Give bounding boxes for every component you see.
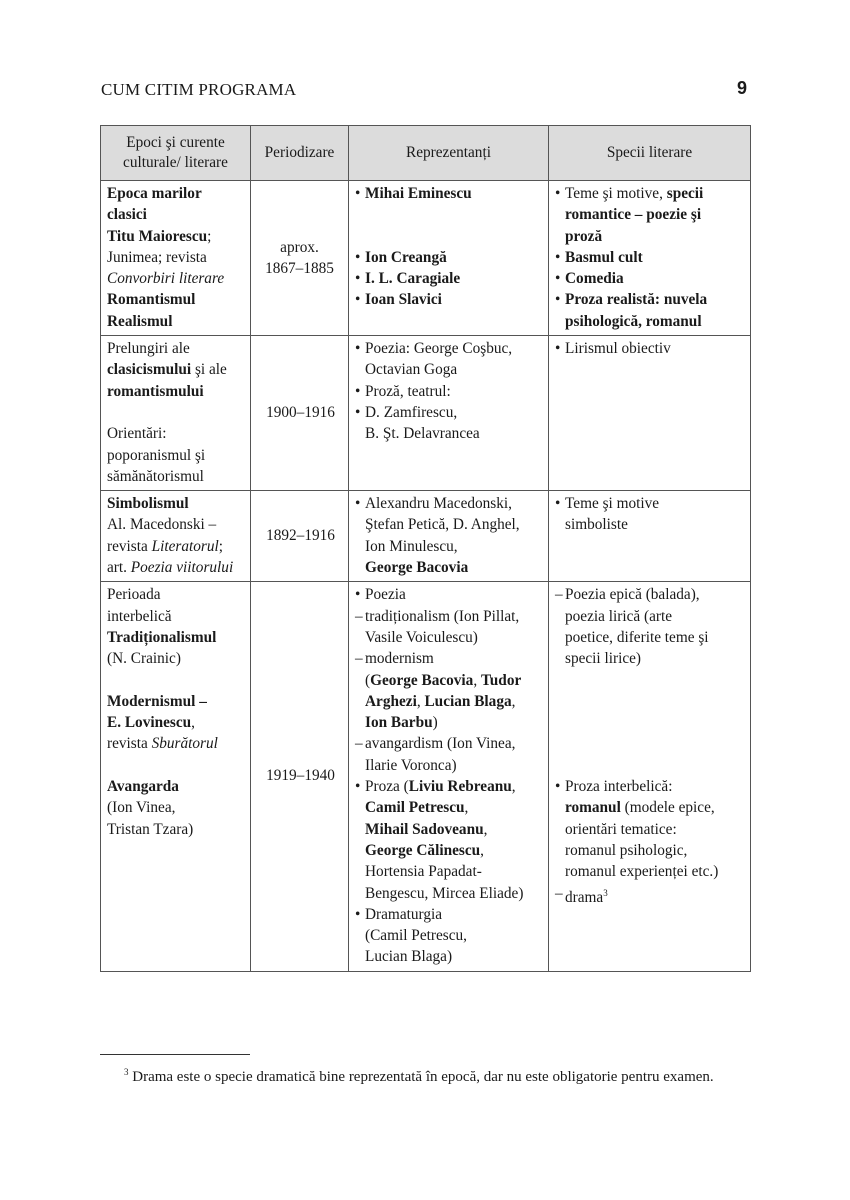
text-segment: proză (565, 227, 603, 245)
cell-line (107, 584, 246, 605)
cell-line (555, 755, 746, 776)
cell-line (107, 445, 246, 466)
text-segment: Tristan Tzara) (107, 820, 194, 838)
indent (555, 819, 565, 840)
indent (355, 423, 365, 444)
bullet-icon: • (555, 270, 561, 288)
text-segment: Ilarie Voronca) (365, 756, 457, 774)
bullet-icon: • (555, 340, 561, 358)
text-segment: ; (218, 537, 224, 555)
cell-line (355, 797, 544, 818)
cell-line (355, 627, 544, 648)
bullet-icon: • (355, 248, 361, 266)
text-segment: Junimea; revista (107, 248, 207, 266)
representatives-cell (349, 582, 549, 971)
bullet-icon: • (355, 586, 361, 604)
cell-line (355, 776, 544, 797)
representatives-cell (349, 491, 549, 582)
cell-line (107, 691, 246, 712)
text-segment: Simbolismul (107, 495, 189, 513)
text-segment: Ştefan Petică, D. Anghel, (365, 516, 520, 534)
cell-line (355, 584, 544, 605)
text-segment: romanul psihologic, (565, 841, 688, 859)
text-segment: art. (107, 559, 131, 577)
cell-line (355, 268, 544, 289)
text-segment: George Bacovia (365, 559, 469, 577)
text-segment: ; (207, 227, 212, 245)
text-segment: Bengescu, Mircea Eliade) (365, 884, 524, 902)
cell-line (107, 627, 246, 648)
text-segment: ( (365, 671, 371, 689)
cell-line (107, 289, 246, 310)
indent (355, 861, 365, 882)
indent (355, 691, 365, 712)
cell-line (107, 733, 246, 754)
cell-line (355, 670, 544, 691)
cell-line (555, 311, 746, 332)
text-segment: Proza realistă: nuvela (565, 291, 708, 309)
cell-line (107, 359, 246, 380)
genres-cell (549, 336, 751, 491)
bullet-icon: • (355, 270, 361, 288)
indent (355, 536, 365, 557)
indent (355, 883, 365, 904)
cell-line (555, 861, 746, 882)
text-segment: clasici (107, 206, 147, 224)
cell-line (555, 670, 746, 691)
genres-cell (549, 582, 751, 971)
cell-line (355, 691, 544, 712)
cell-line (355, 338, 544, 359)
cell-line (355, 423, 544, 444)
text-segment: Liviu Rebreanu (408, 778, 512, 796)
dash-marker: – (555, 884, 563, 902)
cell-line (355, 359, 544, 380)
indent (555, 840, 565, 861)
cell-line (355, 226, 544, 247)
cell-line (107, 648, 246, 669)
text-segment: Mihail Sadoveanu (365, 820, 484, 838)
text-segment: George Călinescu (365, 841, 481, 859)
cell-line (555, 514, 746, 535)
cell-line (555, 247, 746, 268)
cell-line (555, 338, 746, 359)
text-segment: Al. Macedonski – (107, 516, 217, 534)
text-segment: Sburătorul (151, 735, 218, 753)
cell-line (355, 514, 544, 535)
dash-marker: – (355, 607, 363, 625)
cell-line (107, 204, 246, 225)
dash-marker: – (355, 735, 363, 753)
text-segment: I. L. Caragiale (365, 270, 461, 288)
text-segment: (Ion Vinea, (107, 799, 176, 817)
text-segment: romanul experienței etc.) (565, 863, 719, 881)
text-segment: Lucian Blaga (424, 692, 512, 710)
text-segment: Poezia epică (balada), (565, 586, 700, 604)
indent (555, 861, 565, 882)
cell-line (555, 691, 746, 712)
text-segment: , (473, 671, 481, 689)
literary-periods-table (100, 125, 751, 972)
cell-line (555, 648, 746, 669)
text-segment: 3 (603, 887, 608, 898)
running-title: CUM CITIM PROGRAMA (101, 80, 297, 99)
table-header-row (101, 126, 751, 181)
page-number: 9 (737, 78, 748, 98)
text-segment: Proză, teatrul: (365, 382, 451, 400)
indent (355, 946, 365, 967)
text-segment: interbelică (107, 607, 172, 625)
text-segment: şi ale (191, 361, 227, 379)
header-epochs: Epoci şi curente culturale/ literare (101, 126, 251, 181)
header-genres: Specii literare (549, 126, 751, 181)
bullet-icon: • (555, 248, 561, 266)
cell-line (355, 904, 544, 925)
representatives-cell (349, 336, 549, 491)
text-segment: Realismul (107, 312, 173, 330)
bullet-icon: • (355, 185, 361, 202)
cell-line (355, 204, 544, 225)
text-segment: , (464, 799, 469, 817)
cell-line (355, 712, 544, 733)
text-segment: Tudor (481, 671, 522, 689)
period-cell: 1900–1916 (251, 336, 349, 491)
cell-line (355, 946, 544, 967)
cell-line (355, 183, 544, 204)
cell-line (555, 883, 746, 908)
indent (355, 514, 365, 535)
cell-line (355, 493, 544, 514)
text-segment: Tradiționalismul (107, 628, 217, 646)
period-cell: 1892–1916 (251, 491, 349, 582)
footnote-text: Drama este o specie dramatică bine reprezentată în epocă, dar nu este obligatorie pentru examen. (132, 1069, 714, 1085)
genres-cell (549, 491, 751, 582)
period-cell: aprox. 1867–1885 (251, 181, 349, 336)
cell-line (107, 423, 246, 444)
text-segment: Basmul cult (565, 248, 643, 266)
text-segment: Romantismul (107, 291, 196, 309)
cell-line (107, 381, 246, 402)
text-segment: simboliste (565, 516, 628, 534)
dash-marker: – (355, 650, 363, 668)
cell-line (355, 402, 544, 423)
bullet-icon: • (355, 291, 361, 309)
indent (355, 670, 365, 691)
footnote (100, 1062, 752, 1088)
cell-line (555, 819, 746, 840)
text-segment: psihologică, romanul (565, 312, 702, 330)
table-row (101, 336, 751, 491)
text-segment: specii lirice) (565, 650, 642, 668)
representatives-cell (349, 181, 549, 336)
bullet-icon: • (355, 340, 361, 358)
cell-line (107, 606, 246, 627)
text-segment: Poezia viitorului (130, 559, 234, 577)
indent (555, 606, 565, 627)
text-segment: Alexandru Macedonski, (365, 495, 512, 513)
text-segment: poporanismul şi (107, 446, 206, 464)
indent (355, 359, 365, 380)
epoch-cell (101, 336, 251, 491)
indent (555, 514, 565, 535)
cell-line (107, 776, 246, 797)
text-segment: revista (107, 537, 152, 555)
genres-cell (549, 181, 751, 336)
indent (555, 797, 565, 818)
text-segment: modernism (365, 650, 434, 668)
indent (355, 755, 365, 776)
table-row (101, 491, 751, 582)
cell-line (555, 183, 746, 204)
cell-line (555, 268, 746, 289)
text-segment: clasicismului (107, 361, 192, 379)
cell-line (555, 606, 746, 627)
indent (355, 840, 365, 861)
indent (555, 648, 565, 669)
cell-line (355, 606, 544, 627)
text-segment: Avangarda (107, 778, 179, 796)
cell-line (355, 861, 544, 882)
cell-line (555, 840, 746, 861)
bullet-icon: • (555, 185, 561, 202)
cell-line (555, 712, 746, 733)
cell-line (355, 819, 544, 840)
period-cell: 1919–1940 (251, 582, 349, 971)
text-segment: Titu Maiorescu (107, 227, 208, 245)
cell-line (107, 819, 246, 840)
text-segment: Ioan Slavici (365, 291, 442, 309)
text-segment: Octavian Goga (365, 361, 458, 379)
text-segment: B. Şt. Delavrancea (365, 425, 480, 443)
text-segment: drama (565, 888, 604, 906)
cell-line (107, 493, 246, 514)
text-segment: , (511, 692, 516, 710)
cell-line (555, 733, 746, 754)
text-segment: (Camil Petrescu, (365, 927, 467, 945)
cell-line (107, 311, 246, 332)
text-segment: Proza interbelică: (565, 778, 673, 796)
epoch-cell (101, 491, 251, 582)
cell-line (107, 755, 246, 776)
cell-line (107, 712, 246, 733)
bullet-icon: • (355, 403, 361, 421)
text-segment: Mihai Eminescu (365, 185, 472, 202)
cell-line (555, 627, 746, 648)
dash-marker: – (555, 586, 563, 604)
text-segment: poezia lirică (arte (565, 607, 673, 625)
cell-line (355, 247, 544, 268)
header-period: Periodizare (251, 126, 349, 181)
cell-line (355, 289, 544, 310)
cell-line (555, 493, 746, 514)
text-segment: , (511, 778, 516, 796)
text-segment: Hortensia Papadat- (365, 863, 482, 881)
bullet-icon: • (355, 495, 361, 513)
cell-line (107, 268, 246, 289)
text-segment: , (191, 714, 195, 732)
text-segment: , (416, 692, 425, 710)
cell-line (355, 925, 544, 946)
cell-line (107, 466, 246, 487)
text-segment: Epoca marilor (107, 185, 202, 202)
text-segment: D. Zamfirescu, (365, 403, 458, 421)
cell-line (355, 381, 544, 402)
cell-line (355, 840, 544, 861)
text-segment: Arghezi (365, 692, 417, 710)
cell-line (355, 536, 544, 557)
cell-line (107, 536, 246, 557)
text-segment: Orientări: (107, 425, 167, 443)
cell-line (355, 883, 544, 904)
cell-line (555, 226, 746, 247)
table-row (101, 582, 751, 971)
text-segment: specii (666, 185, 704, 202)
cell-line (107, 402, 246, 423)
text-segment: , (480, 841, 484, 859)
text-segment: Dramaturgia (365, 905, 443, 923)
indent (555, 311, 565, 332)
bullet-icon: • (355, 382, 361, 400)
bullet-icon: • (555, 778, 561, 796)
text-segment: Ion Minulescu, (365, 537, 458, 555)
text-segment: avangardism (Ion Vinea, (365, 735, 516, 753)
text-segment: romanul (565, 799, 621, 817)
bullet-icon: • (555, 291, 561, 309)
text-segment: poetice, diferite teme şi (565, 628, 709, 646)
text-segment: sămănătorismul (107, 467, 204, 485)
footnote-number: 3 (124, 1067, 129, 1077)
indent (355, 925, 365, 946)
text-segment: Vasile Voiculescu) (365, 628, 478, 646)
cell-line (555, 289, 746, 310)
cell-line (107, 183, 246, 204)
text-segment: Lirismul obiectiv (565, 340, 671, 358)
text-segment: ) (432, 714, 438, 732)
text-segment: romantismului (107, 382, 204, 400)
text-segment: Ion Creangă (365, 248, 447, 266)
text-segment: Perioada (107, 586, 161, 604)
text-segment: , (483, 820, 488, 838)
cell-line (107, 226, 246, 247)
table-row (101, 181, 751, 336)
cell-line (555, 584, 746, 605)
header-representatives: Reprezentanți (349, 126, 549, 181)
text-segment: Ion Barbu (365, 714, 433, 732)
cell-line (355, 755, 544, 776)
text-segment: George Bacovia (370, 671, 474, 689)
cell-line (555, 204, 746, 225)
text-segment: (modele epice, (620, 799, 715, 817)
text-segment: Poezia (365, 586, 406, 604)
cell-line (107, 514, 246, 535)
footnote-divider (100, 1054, 250, 1055)
text-segment: Teme şi motive, (565, 185, 667, 202)
cell-line (555, 776, 746, 797)
text-segment: Teme şi motive (565, 495, 660, 513)
text-segment: Literatorul (151, 537, 219, 555)
text-segment: Comedia (565, 270, 624, 288)
cell-line (107, 797, 246, 818)
text-segment: (N. Crainic) (107, 650, 181, 668)
text-segment: Lucian Blaga) (365, 948, 453, 966)
bullet-icon: • (355, 778, 361, 796)
text-segment: revista (107, 735, 152, 753)
text-segment: Poezia: George Coşbuc, (365, 340, 513, 358)
indent (355, 557, 365, 578)
cell-line (107, 338, 246, 359)
cell-line (107, 557, 246, 578)
indent (355, 819, 365, 840)
epoch-cell (101, 181, 251, 336)
text-segment: E. Lovinescu (107, 714, 192, 732)
cell-line (355, 648, 544, 669)
text-segment: Prelungiri ale (107, 340, 190, 358)
text-segment: Camil Petrescu (365, 799, 465, 817)
epoch-cell (101, 582, 251, 971)
cell-line (355, 557, 544, 578)
cell-line (355, 733, 544, 754)
bullet-icon: • (555, 495, 561, 513)
indent (555, 204, 565, 225)
cell-line (107, 247, 246, 268)
text-segment: Modernismul – (107, 692, 207, 710)
text-segment: romantice – poezie şi (565, 206, 702, 224)
text-segment: Proza ( (365, 778, 409, 796)
cell-line (555, 797, 746, 818)
cell-line (107, 670, 246, 691)
indent (555, 627, 565, 648)
indent (355, 712, 365, 733)
text-segment: tradiționalism (Ion Pillat, (365, 607, 520, 625)
indent (355, 627, 365, 648)
indent (555, 226, 565, 247)
text-segment: Convorbiri literare (107, 270, 225, 288)
indent (355, 797, 365, 818)
text-segment: orientări tematice: (565, 820, 677, 838)
bullet-icon: • (355, 905, 361, 923)
